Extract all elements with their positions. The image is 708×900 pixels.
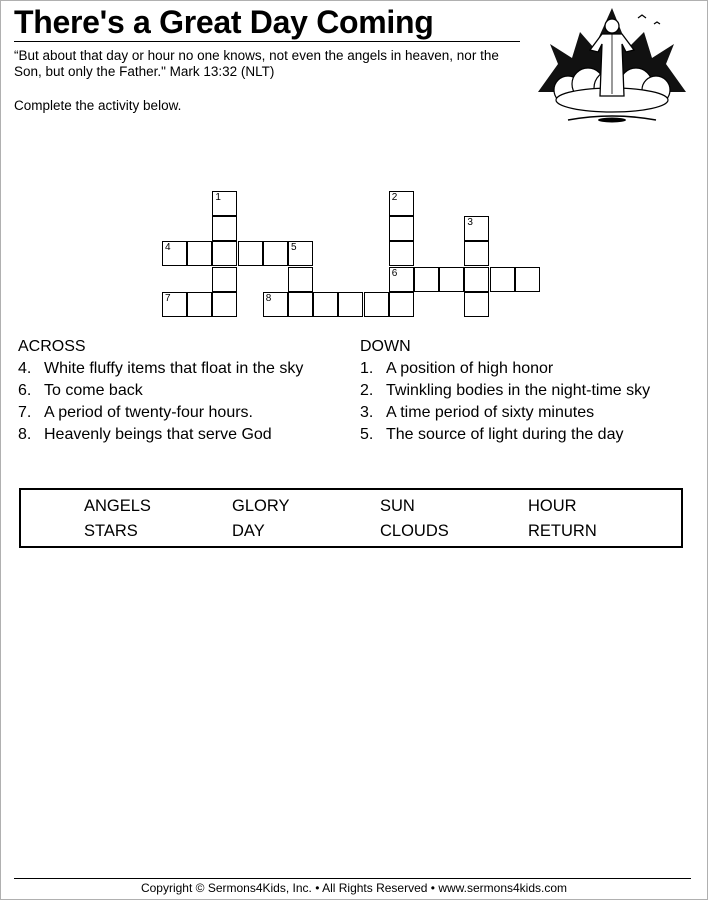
word-bank-item: SUN	[380, 497, 415, 515]
crossword-cell[interactable]	[464, 216, 489, 241]
clue-down-5: 5. The source of light during the day	[360, 426, 624, 443]
clue-across-8: 8. Heavenly beings that serve God	[18, 426, 272, 443]
crossword-cell[interactable]	[288, 292, 313, 317]
clue-number: 6	[391, 267, 398, 279]
crossword-cell[interactable]	[187, 241, 212, 266]
crossword-grid	[0, 0, 708, 330]
clue-number: 4	[165, 242, 171, 254]
crossword-cell[interactable]	[212, 292, 237, 317]
word-bank-item: ANGELS	[84, 497, 151, 515]
clue-down-1: 1. A position of high honor	[360, 360, 554, 377]
down-heading: DOWN	[360, 338, 411, 355]
copyright-footer: Copyright © Sermons4Kids, Inc. • All Rights Reserved • www.sermons4kids.com	[140, 881, 568, 895]
word-bank-item: CLOUDS	[380, 522, 449, 540]
crossword-cell[interactable]	[414, 267, 439, 292]
crossword-cell[interactable]	[515, 267, 540, 292]
word-bank-item: STARS	[84, 522, 138, 540]
crossword-cell[interactable]	[288, 267, 313, 292]
clue-across-7: 7. A period of twenty-four hours.	[18, 404, 253, 421]
crossword-cell[interactable]	[288, 241, 313, 266]
clue-number: 8	[265, 292, 272, 304]
word-bank	[19, 488, 683, 548]
crossword-cell[interactable]	[263, 292, 288, 317]
crossword-cell[interactable]	[212, 241, 237, 266]
word-bank-item: DAY	[232, 522, 265, 540]
clue-number: 1	[215, 192, 221, 203]
crossword-cell[interactable]	[490, 267, 515, 292]
clue-across-6: 6. To come back	[18, 382, 143, 399]
crossword-cell[interactable]	[187, 292, 212, 317]
crossword-cell[interactable]	[162, 292, 187, 317]
crossword-cell[interactable]	[238, 241, 263, 266]
crossword-cell[interactable]	[464, 241, 489, 266]
word-bank-item: RETURN	[528, 522, 597, 540]
clue-down-2: 2. Twinkling bodies in the night-time sky	[360, 382, 651, 399]
crossword-cell[interactable]	[162, 241, 187, 266]
clue-number: 3	[467, 217, 473, 229]
page-title: There's a Great Day Coming	[14, 4, 434, 40]
word-bank-item: HOUR	[528, 497, 577, 515]
crossword-cell[interactable]	[464, 267, 489, 292]
crossword-cell[interactable]	[212, 191, 237, 216]
crossword-cell[interactable]	[364, 292, 389, 317]
crossword-cell[interactable]	[212, 216, 237, 241]
down-clues	[360, 336, 650, 446]
clue-down-3: 3. A time period of sixty minutes	[360, 404, 595, 421]
bible-verse: “But about that day or hour no one knows, not even the angels in heaven, nor the Son, but only the Father." Mark 13:32 (NLT)	[14, 48, 499, 79]
crossword-cell[interactable]	[389, 241, 414, 266]
crossword-cell[interactable]	[338, 292, 363, 317]
clue-number: 7	[165, 292, 171, 304]
crossword-cell[interactable]	[464, 292, 489, 317]
crossword-cell[interactable]	[263, 241, 288, 266]
clue-number: 5	[291, 242, 297, 254]
crossword-cell[interactable]	[439, 267, 464, 292]
crossword-cell[interactable]	[212, 267, 237, 292]
instructions: Complete the activity below.	[14, 98, 182, 113]
crossword-cell[interactable]	[389, 292, 414, 317]
crossword-cell[interactable]	[313, 292, 338, 317]
crossword-cell[interactable]	[389, 191, 414, 216]
footer-rule	[14, 878, 691, 879]
clue-across-4: 4. White fluffy items that float in the sky	[18, 360, 304, 377]
clue-number: 2	[391, 192, 398, 203]
word-bank-item: GLORY	[232, 497, 290, 515]
across-heading: ACROSS	[18, 338, 86, 355]
crossword-cell[interactable]	[389, 216, 414, 241]
crossword-cell[interactable]	[389, 267, 414, 292]
across-clues	[18, 336, 303, 446]
